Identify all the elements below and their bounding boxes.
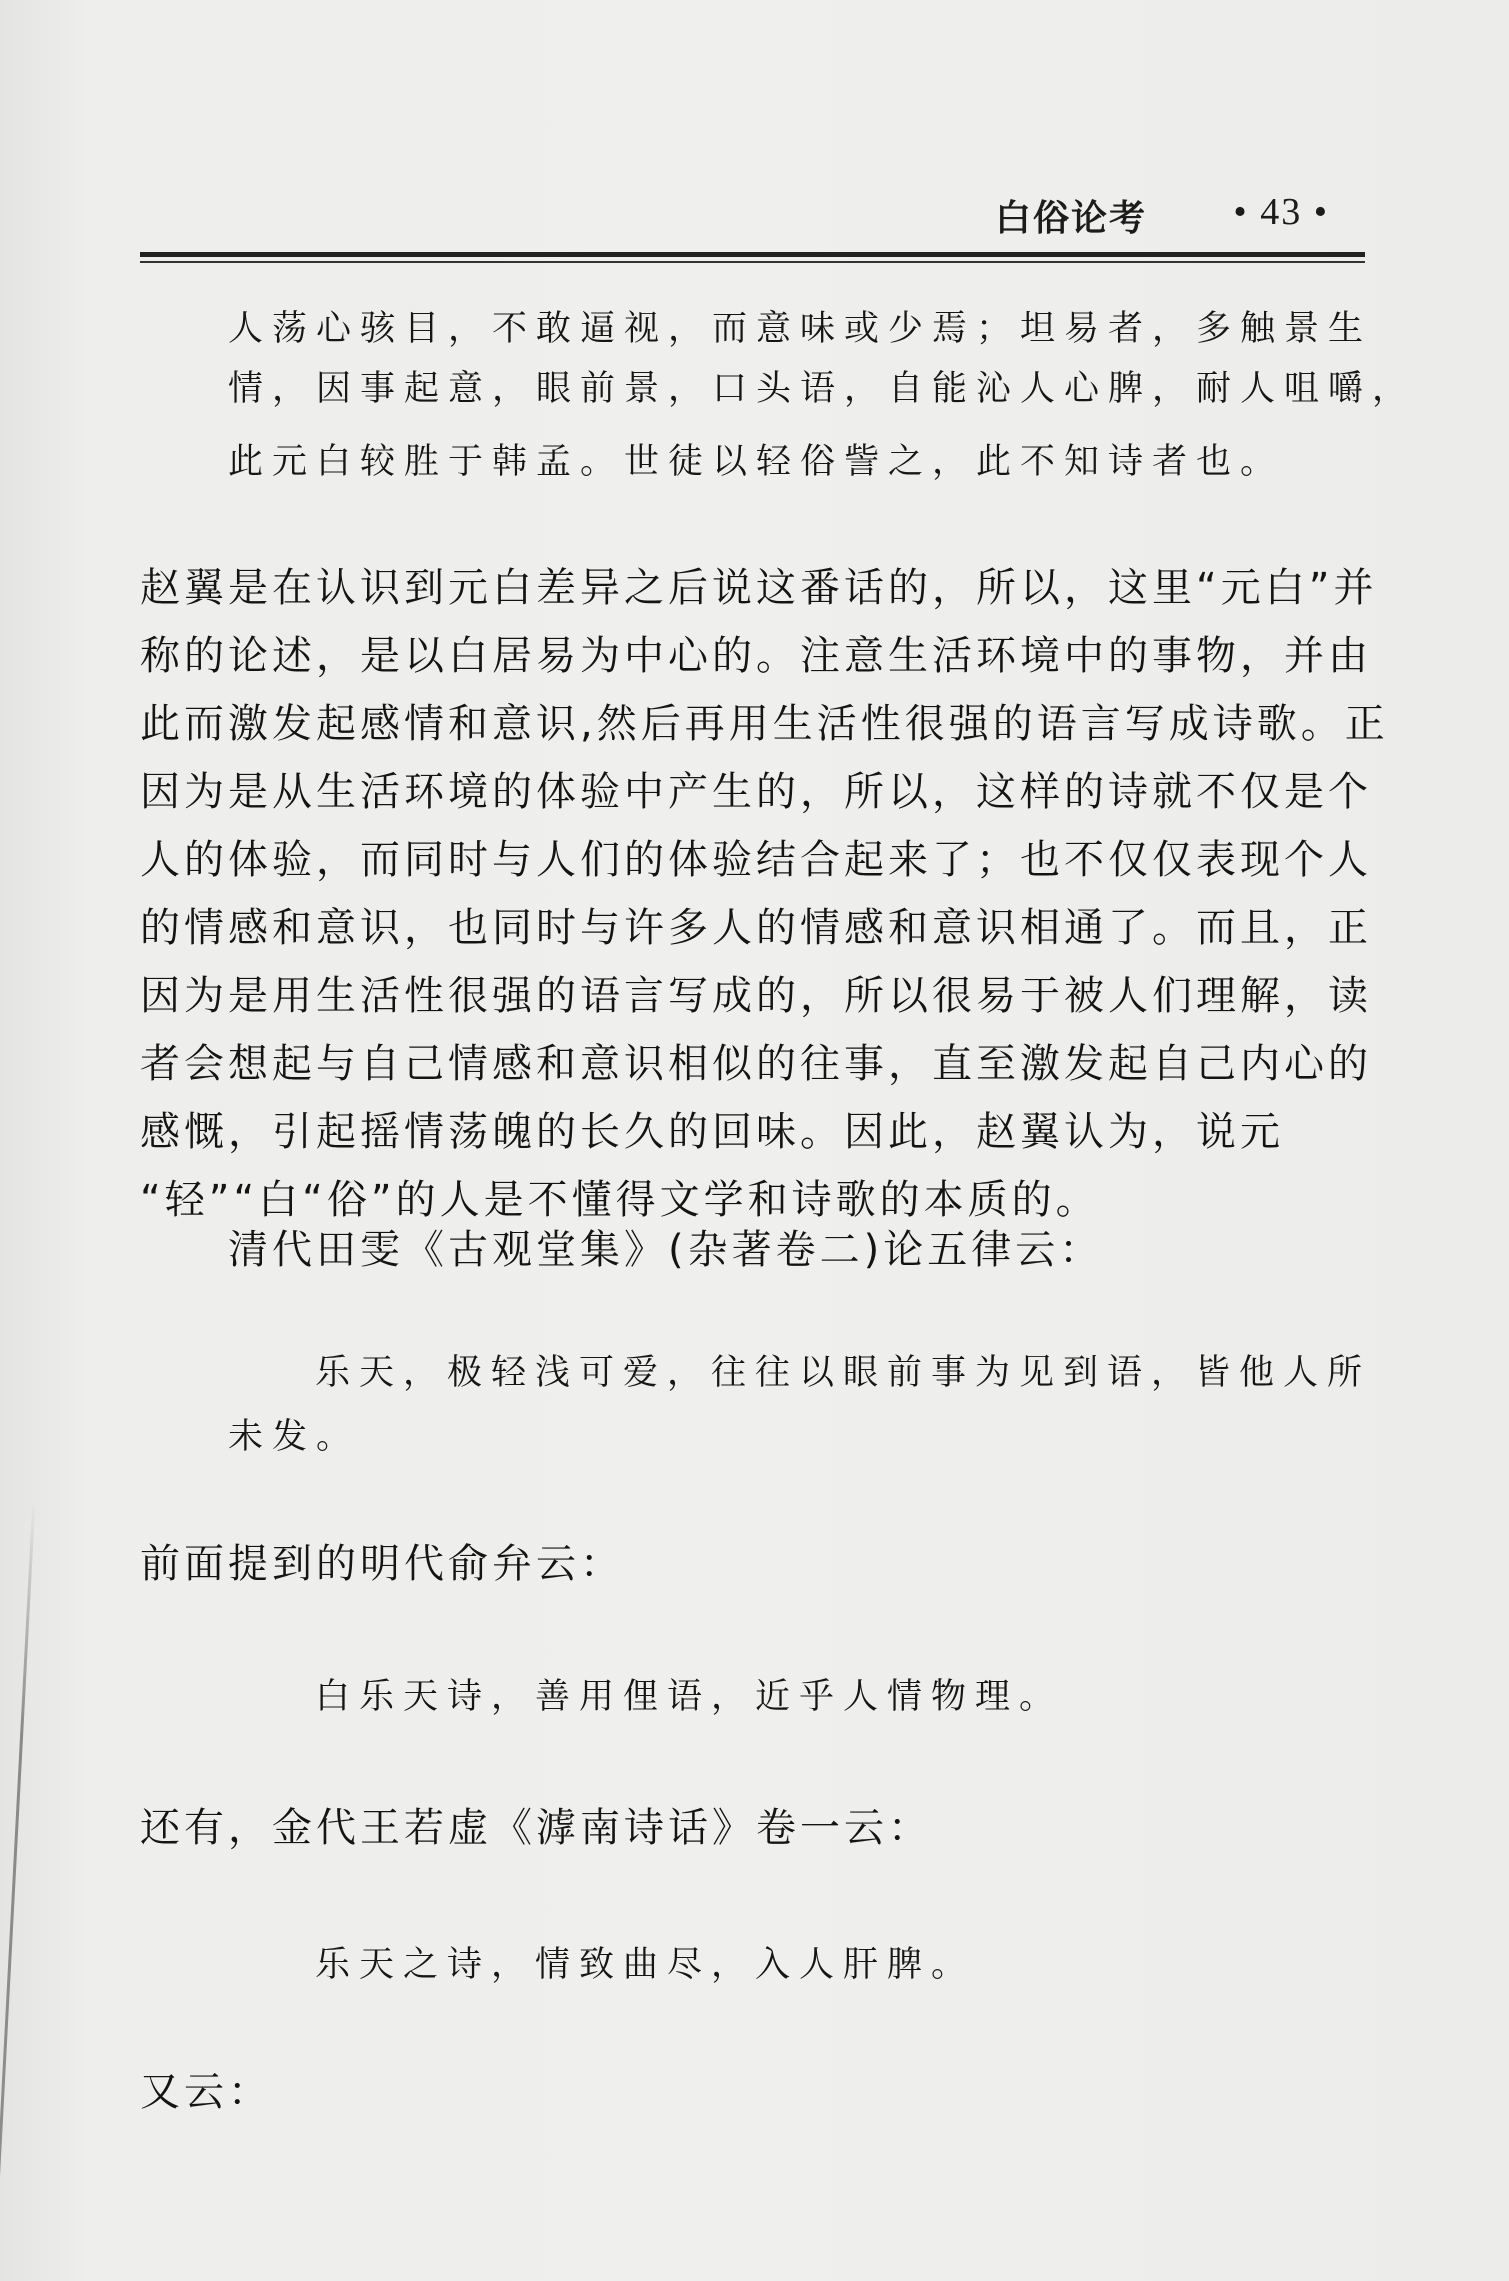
- quote-line: 乐天，极轻浅可爱，往往以眼前事为见到语，皆他人所: [315, 1353, 1372, 1393]
- header-rule-thick: [140, 252, 1365, 257]
- paragraph-line: 者会想起与自己情感和意识相似的往事，直至激发起自己内心的: [140, 1041, 1372, 1087]
- paragraph-line: “轻”“白“俗”的人是不懂得文学和诗歌的本质的。: [140, 1177, 1100, 1223]
- page-edge-shadow: [0, 1500, 35, 2279]
- running-title: 白俗论考: [994, 198, 1147, 239]
- quote-line: 此元白较胜于韩孟。世徒以轻俗訾之，此不知诗者也。: [228, 442, 1285, 482]
- quote-line: 未发。: [228, 1417, 361, 1457]
- intro-line-tianwen: 清代田雯《古观堂集》(杂著卷二)论五律云：: [228, 1227, 1104, 1273]
- intro-line-wangruoxu: 还有，金代王若虚《滹南诗话》卷一云：: [140, 1805, 932, 1851]
- paragraph-line: 因为是用生活性很强的语言写成的，所以很易于被人们理解，读: [140, 973, 1372, 1019]
- intro-line-youyun: 又云：: [140, 2069, 272, 2115]
- header-rule-thin: [140, 261, 1365, 263]
- quote-line-letianzhishi: 乐天之诗，情致曲尽，入人肝脾。: [315, 1945, 976, 1985]
- paragraph-line: 赵翼是在认识到元白差异之后说这番话的，所以，这里“元白”并: [140, 565, 1378, 611]
- paragraph-line: 此而激发起感情和意识,然后再用生活性很强的语言写成诗歌。正: [140, 701, 1389, 747]
- quote-line: 人荡心骇目，不敢逼视，而意味或少焉；坦易者，多触景生: [228, 309, 1373, 349]
- paragraph-line: 的情感和意识，也同时与许多人的情感和意识相通了。而且，正: [140, 905, 1372, 951]
- quote-line: 情，因事起意，眼前景，口头语，自能沁人心脾，耐人咀嚼，: [228, 369, 1417, 409]
- paragraph-line: 因为是从生活环境的体验中产生的，所以，这样的诗就不仅是个: [140, 769, 1372, 815]
- page-number: • 43 •: [1233, 191, 1329, 233]
- paragraph-line: 人的体验，而同时与人们的体验结合起来了；也不仅仅表现个人: [140, 837, 1372, 883]
- intro-line-yubian: 前面提到的明代俞弁云：: [140, 1541, 624, 1587]
- paragraph-line: 感慨，引起摇情荡魄的长久的回味。因此，赵翼认为，说元: [140, 1109, 1284, 1155]
- page-header: [140, 190, 1365, 250]
- quote-line-baletian: 白乐天诗，善用俚语，近乎人情物理。: [315, 1677, 1064, 1717]
- paragraph-line: 称的论述，是以白居易为中心的。注意生活环境中的事物，并由: [140, 633, 1372, 679]
